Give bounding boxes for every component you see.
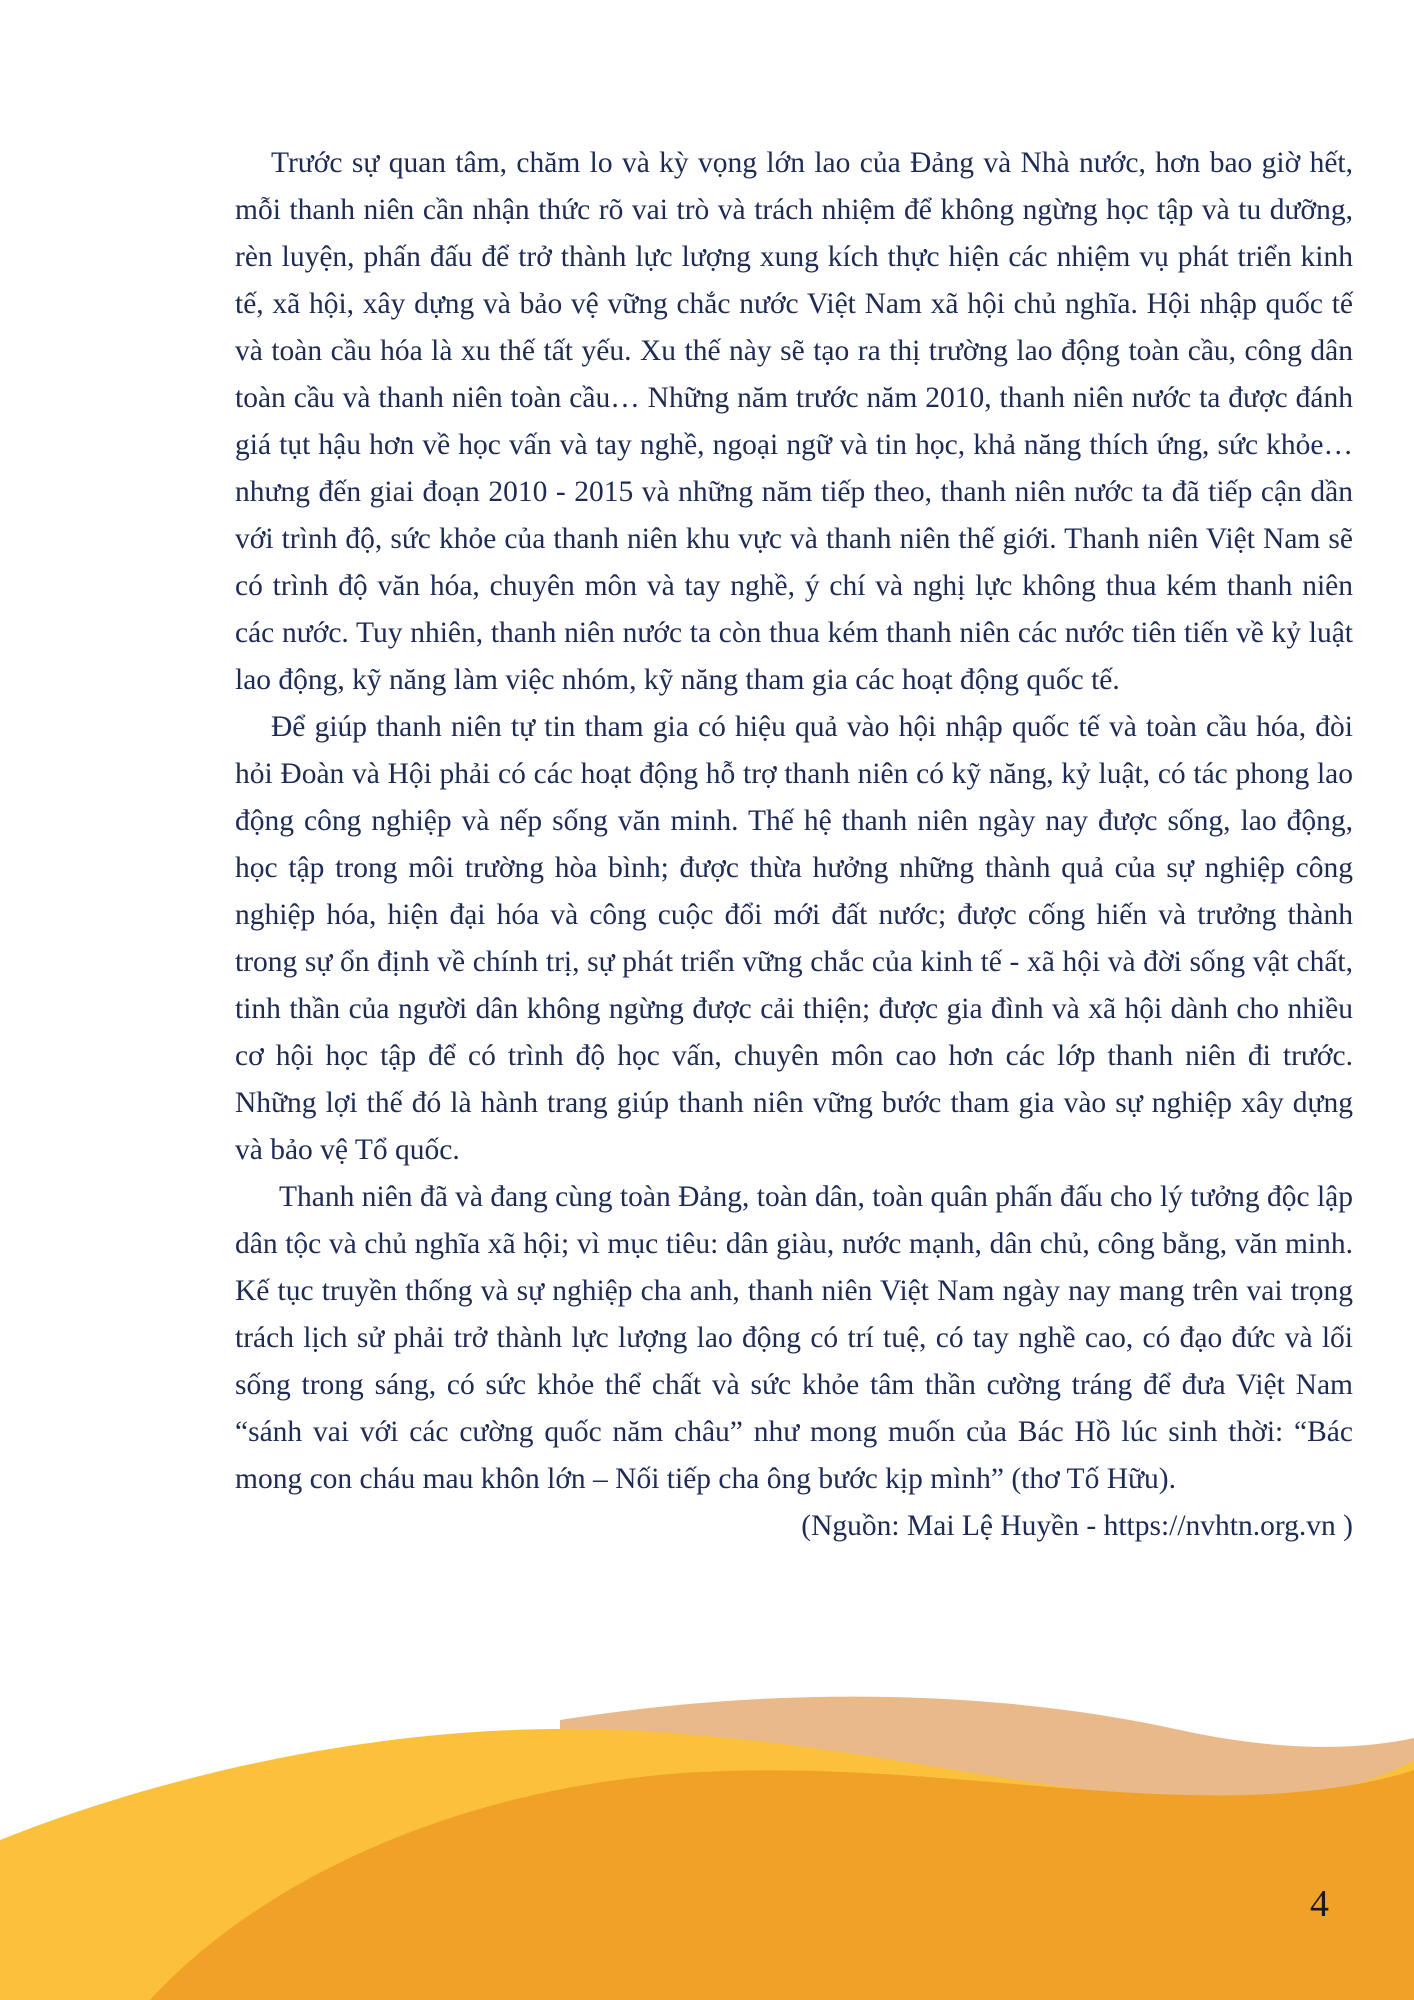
- footer-wave-decoration: [0, 1690, 1414, 2000]
- page-number: 4: [1310, 1883, 1329, 1925]
- paragraph-2: Để giúp thanh niên tự tin tham gia có hiệu quả vào hội nhập quốc tế và toàn cầu hóa, đòi hỏi Đoàn và Hội phải có các hoạt động hỗ trợ thanh niên có kỹ năng, kỷ luật, có tác phong lao động công nghiệp và nếp sống văn minh. Thế hệ thanh niên ngày nay được sống, lao động, học tập trong môi trường hòa bình; được thừa hưởng những thành quả của sự nghiệp công nghiệp hóa, hiện đại hóa và công cuộc đổi mới đất nước; được cống hiến và trưởng thành trong sự ổn định về chính trị, sự phát triển vững chắc của kinh tế - xã hội và đời sống vật chất, tinh thần của người dân không ngừng được cải thiện; được gia đình và xã hội dành cho nhiều cơ hội học tập để có trình độ học vấn, chuyên môn cao hơn các lớp thanh niên đi trước. Những lợi thế đó là hành trang giúp thanh niên vững bước tham gia vào sự nghiệp xây dựng và bảo vệ Tổ quốc.: [235, 711, 1353, 1166]
- paragraph-3: Thanh niên đã và đang cùng toàn Đảng, toàn dân, toàn quân phấn đấu cho lý tưởng độc lập dân tộc và chủ nghĩa xã hội; vì mục tiêu: dân giàu, nước mạnh, dân chủ, công bằng, văn minh. Kế tục truyền thống và sự nghiệp cha anh, thanh niên Việt Nam ngày nay mang trên vai trọng trách lịch sử phải trở thành lực lượng lao động có trí tuệ, có tay nghề cao, có đạo đức và lối sống trong sáng, có sức khỏe thể chất và sức khỏe tâm thần cường tráng để đưa Việt Nam “sánh vai với các cường quốc năm châu” như mong muốn của Bác Hồ lúc sinh thời: “Bác mong con cháu mau khôn lớn – Nối tiếp cha ông bước kịp mình” (thơ Tố Hữu).: [235, 1181, 1353, 1495]
- source-citation: (Nguồn: Mai Lệ Huyền - https://nvhtn.org.vn ): [801, 1510, 1353, 1542]
- paragraph-1: Trước sự quan tâm, chăm lo và kỳ vọng lớn lao của Đảng và Nhà nước, hơn bao giờ hết, mỗi thanh niên cần nhận thức rõ vai trò và trách nhiệm để không ngừng học tập và tu dưỡng, rèn luyện, phấn đấu để trở thành lực lượng xung kích thực hiện các nhiệm vụ phát triển kinh tế, xã hội, xây dựng và bảo vệ vững chắc nước Việt Nam xã hội chủ nghĩa. Hội nhập quốc tế và toàn cầu hóa là xu thế tất yếu. Xu thế này sẽ tạo ra thị trường lao động toàn cầu, công dân toàn cầu và thanh niên toàn cầu… Những năm trước năm 2010, thanh niên nước ta được đánh giá tụt hậu hơn về học vấn và tay nghề, ngoại ngữ và tin học, khả năng thích ứng, sức khỏe… nhưng đến giai đoạn 2010 - 2015 và những năm tiếp theo, thanh niên nước ta đã tiếp cận dần với trình độ, sức khỏe của thanh niên khu vực và thanh niên thế giới. Thanh niên Việt Nam sẽ có trình độ văn hóa, chuyên môn và tay nghề, ý chí và nghị lực không thua kém thanh niên các nước. Tuy nhiên, thanh niên nước ta còn thua kém thanh niên các nước tiên tiến về kỷ luật lao động, kỹ năng làm việc nhóm, kỹ năng tham gia các hoạt động quốc tế.: [235, 147, 1353, 696]
- article-body: [235, 140, 1353, 1550]
